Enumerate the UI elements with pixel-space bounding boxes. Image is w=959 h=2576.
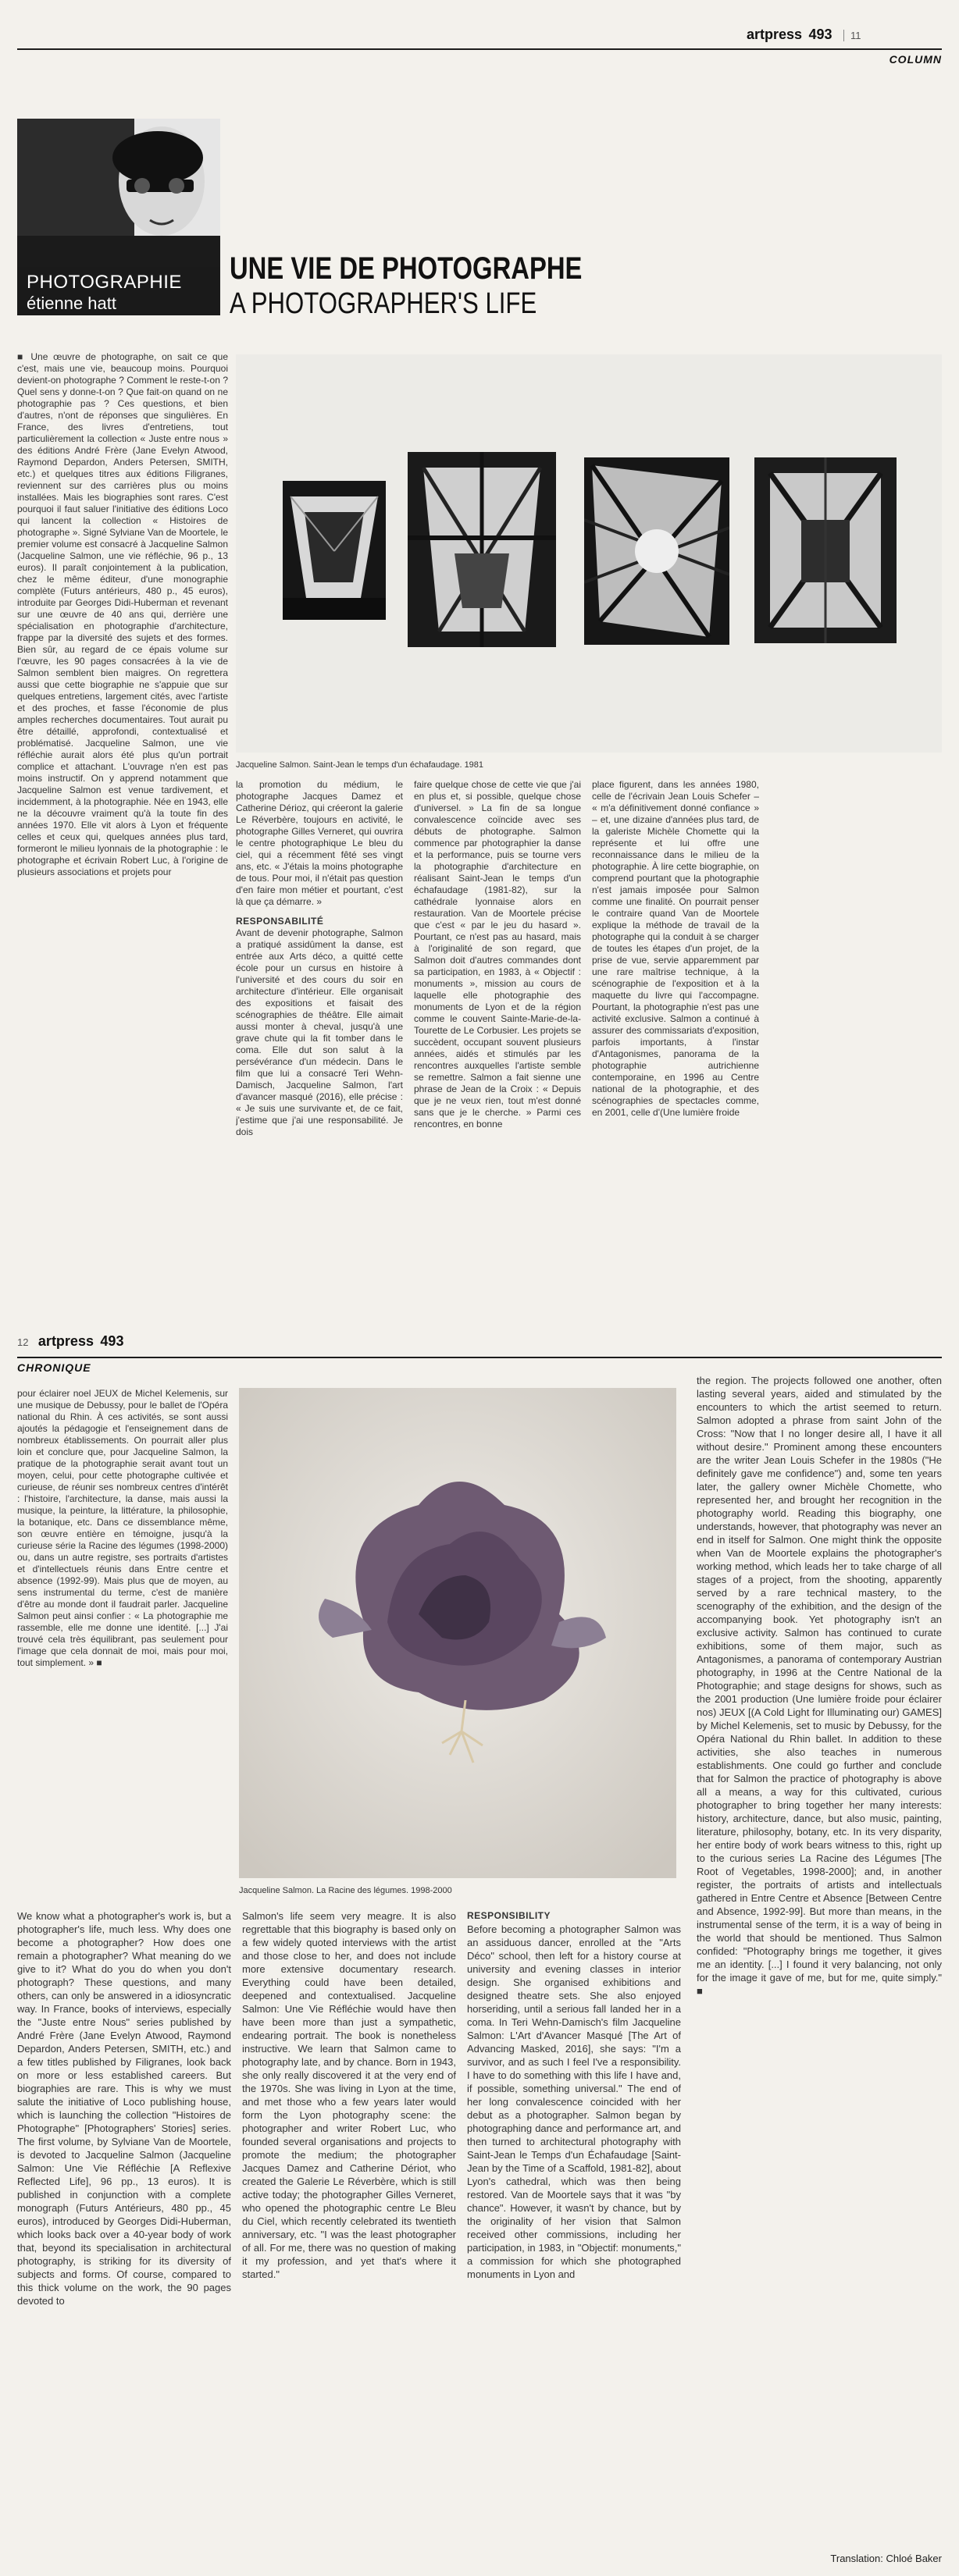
page-header-top	[747, 27, 942, 45]
fr-column-2	[236, 779, 403, 1313]
article-title-en: A PHOTOGRAPHER'S LIFE	[230, 287, 537, 320]
en-column-1	[17, 1909, 231, 2549]
rubric-author: étienne hatt	[27, 294, 116, 313]
photo-scaffold-2	[408, 452, 556, 647]
fr-col2b-text: Avant de devenir photographe, Salmon a pratiqué assidûment la danse, est entrée aux Arts déco, a quitté cette école pour un cursus en histoire à l'université et des cours du soir en architecture d'intérieur. Elle organisait des expositions et faisait des scénographies de théâtre. Elle aimait aussi monter à cheval, jusqu'à une grave chute qui la fit tomber dans le coma. Elle dut son salut à la persévérance d'un médecin. Dans le film que lui a consacré Teri Wehn-Damisch, Jacqueline Salmon, l'art d'avancer masqué (2016), elle précise : « Je suis une survivante et, de ce fait, j'estime que j'ai une responsabilité. Je dois	[236, 927, 403, 1137]
fr-intro-text: ■ Une œuvre de photographe, on sait ce que c'est, mais une vie, beaucoup moins. Pourquoi devient-on photographe ? Comment le reste-t-on ? Quel sens y donne-t-on ? Que fait-on quand on ne photographie pas ? Ces questions, et bien d'autres, n'ont de réponses que singulières. En France, des livres d'entretiens, tout particulièrement la collection « Juste entre nous » des éditions André Frère (Jane Evelyn Atwood, Raymond Depardon, Anders Petersen, SMITH, etc.) et quelques titres aux éditions Filigranes, reviennent sur des carrières plus ou moins installées. Mais les biographies sont rares. C'est pourquoi il faut saluer l'initiative des éditions Loco qui lancent la collection « Histoires de photographe ». Signé Sylviane Van de Moortele, le premier volume est consacré à Jacqueline Salmon (Jacqueline Salmon, une vie réfléchie, 96 p., 13 euros). Il paraît conjointement à la publication, chez le même éditeur, d'une monographie complète (Futurs antérieurs, 480 p., 45 euros), introduite par Georges Didi-Huberman et revenant sur une œuvre de 40 ans qui, derrière une spécialisation en photographie d'architecture, frappe par la diversité des sujets et des formes. Bien sûr, au regard de ce épais volume sur l'œuvre, les 90 pages consacrées à la vie de Salmon semblent bien maigres. On regrettera aussi que cette biographie ne s'appuie que sur quelques entretiens, largement cités, avec l'artiste et des proches, et fasse l'économie de plus amples recherches documentaires. Tout aurait pu être détaillé, approfondi, contextualisé et problématisé. Jacqueline Salmon, une vie réfléchie aurait alors été plus qu'un portrait complice et attachant. L'ouvrage n'en est pas moins instructif. On y apprend notamment que Jacqueline Salmon est venue tardivement, et incidemment, à la photographie. Née en 1943, elle ne la découvre vraiment qu'à la toute fin des années 1970. Elle vit alors à Lyon et fréquente celles et ceux qui, quelques années plus tard, formeront le milieu lyonnais de la photographie : le photographe et écrivain Robert Luc, à l'origine de plusieurs associations et projets pour	[17, 351, 228, 877]
en-subhead-responsibility: RESPONSIBILITY	[467, 1910, 551, 1921]
page-number: 11	[843, 30, 861, 41]
fr-p2-column	[17, 1388, 228, 1895]
photo-scaffold-4	[754, 457, 897, 643]
fr-intro-column	[17, 351, 228, 1311]
photo1-caption: Jacqueline Salmon. Saint-Jean le temps d'un échafaudage. 1981	[236, 760, 484, 770]
photo-scaffold-3	[584, 457, 729, 645]
photo2-caption: Jacqueline Salmon. La Racine des légumes. 1998-2000	[239, 1886, 452, 1895]
header-rule	[17, 48, 942, 50]
fr-col3-text: faire quelque chose de cette vie que j'ai en plus et, si possible, quelque chose d'universel. » La fin de sa longue convalescence coïncide avec ses débuts de photographe. Salmon commence par photographier la danse et la performance, puis se tourne vers la photographie d'architecture en réalisant Saint-Jean le temps d'un échafaudage (1981-82), sur la cathédrale lyonnaise alors en restauration. Van de Moortele précise que c'est « par le jeu du hasard ». Pourtant, ce n'est pas au hasard, mais à l'originalité de son regard, que Salmon doit d'autres commandes dont sa participation, en 1983, à « Objectif : monuments », mission au cours de laquelle elle photographie des monuments de Lyon et de la région comme le couvent Sainte-Marie-de-la-Tourette de Le Corbusier. Les projets se succèdent, occupant souvent plusieurs années, aidés et stimulés par les rencontres auxquelles l'artiste semble se remettre. Salmon a fait sienne une phrase de Jean de la Croix : « Depuis que je ne veux rien, tout m'est donné sans que je le cherche. » Parmi ces rencontres, en bonne	[414, 779, 581, 1130]
fr-column-4	[592, 779, 759, 1313]
fr-col4-text: place figurent, dans les années 1980, celle de l'écrivain Jean Louis Schefer – « m'a définitivement donné confiance » – et, une dizaine d'années plus tard, de la galeriste Michèle Chomette qui la représente et lui offre une reconnaissance dans le milieu de la photographie. À lire cette biographie, on comprend pourtant que la photographie n'est jamais imposée pour Salmon comme une finalité. On pourrait penser le contraire quand Van de Moortele explique la méthode de travail de la photographe qui la conduit à se charger de toutes les étapes d'un projet, de la prise de vue, servie apparemment par une rare maîtrise technique, à la scénographie de l'exposition et à la maquette du livre qui l'accompagne. Pourtant, la photographie n'est pas une activité exclusive. Salmon a continué à assurer des commissariats d'exposition, parfois importants, à l'instar d'Antagonismes, panorama de la photographie autrichienne contemporaine, en 1996 au Centre national de la photographie, et des scénographies de spectacles comme, en 2001, celle d'(Une lumière froide	[592, 779, 759, 1118]
photo-cabbage	[239, 1388, 676, 1878]
translation-credit: Translation: Chloé Baker	[830, 2553, 942, 2564]
magazine-name: artpress	[747, 27, 803, 42]
article-title-fr: UNE VIE DE PHOTOGRAPHE	[230, 251, 583, 286]
fr-p2-text: pour éclairer noel JEUX de Michel Kelemenis, sur une musique de Debussy, pour le ballet de l'Opéra national du Rhin. À ces activités, se sont aussi ajoutés la pédagogie et l'enseignement dans de nombreux établissements. On pourrait aller plus loin et conclure que, pour Jacqueline Salmon, la pratique de la photographie serait avant tout un moyen, celui, pour cette photographe cultivée et curieuse, de réunir ses nombreux centres d'intérêt : l'histoire, l'architecture, la danse, mais aussi la musique, la peinture, la littérature, la philosophie, la botanique, etc. Dans ce dissemblance même, son œuvre entière en témoigne, jusqu'à la curieuse série la Racine des légumes (1998-2000) ou, dans un autre registre, ses portraits d'artistes et d'intellectuels réunis dans Entre centre et absence (1992-99). Mais plus que de moyen, au sens instrumental du terme, c'est de manière d'être au monde dont il faudrait parler. Jacqueline Salmon peut ainsi confier : « La photographie me rassemble, elle me donne une identité. [...] J'ai trouvé cela très équilibrant, pas seulement pour l'image que cela donnait de moi, mais pour moi, tout simplement. » ■	[17, 1388, 228, 1668]
en-col3-text: Before becoming a photographer Salmon was an assiduous dancer, enrolled at the "Arts Déco" school, then left for a history course at university and evening classes in interior design. She organised exhibitions and designed theatre sets. She also enjoyed horseriding, until a serious fall landed her in a coma. In Teri Wehn-Damisch's film Jacqueline Salmon: L'Art d'Avancer Masqué [The Art of Advancing Masked, 2016], she says: "I'm a survivor, and as such I feel I've a responsibility. I have to do something with this life I have and, if possible, something universal." The end of her long convalescence coincided with her debut as a photographer. Salmon began by photographing dance and performance art, and then turned to architectural photography with Saint-Jean le Temps d'un Échafaudage [Saint-Jean by the Time of a Scaffold, 1981-82], about Lyon's cathedral, which was then being restored. Van de Moortele says that it was "by chance". However, it wasn't by chance, but by the originality of her vision that Salmon received other commissions, including her participation, in 1983, in "Objectif: monuments," a commission for which she photographed monuments in Lyon and	[467, 1923, 681, 2280]
page2-section: CHRONIQUE	[17, 1361, 91, 1374]
section-label: COLUMN	[889, 53, 942, 66]
page2-magazine: artpress	[37, 1333, 94, 1349]
author-portrait	[17, 119, 220, 267]
en-column-3	[467, 1909, 681, 2549]
page2-issue: 493	[100, 1333, 124, 1349]
page2-rule	[17, 1357, 942, 1358]
en-col1-text: We know what a photographer's work is, but a photographer's life, much less. Why does one become a photographer? How does one remain a photographer? What meaning do we give to it? What do you do when you don't photograph? These questions, and many others, can only be answered in a idiosyncratic way. In France, books of interviews, especially the "Juste entre Nous" series published by André Frère (Jane Evelyn Atwood, Raymond Depardon, Anders Petersen, SMITH, etc.) and a few titles published by Filigranes, look back on more or less established careers. But biographies are rare. This is why we must salute the initiative of Loco publishing house, which is launching the collection "Histoires de Photographe" [Photographers' Stories] series. The first volume, by Sylviane Van de Moortele, is devoted to Jacqueline Salmon (Jacqueline Salmon: Une Vie Réfléchie [A Reflexive Reflected Life], 96 pp., 13 euros). It is published in conjunction with a complete monograph (Futurs Antérieurs, 480 pp., 45 euros), introduced by Georges Didi-Huberman, which looks back over a 40-year body of work that, beyond its specialisation in architectural photography, is striking for its diversity of subjects and forms. Of course, compared to this thick volume on the work, the 90 pages devoted to	[17, 1910, 231, 2307]
en-right-text: the region. The projects followed one another, often lasting several years, aided and stimulated by the encounters to which the artist seemed to return. Salmon adopted a phrase from saint John of the Cross: "Now that I no longer desire all, I have it all without desire." Prominent among these encounters are the writer Jean Louis Schefer in the 1980s ("He definitely gave me confidence") and, some ten years later, the gallery owner Michèle Chomette, who represented her, and brought her recognition in the photography world. Reading this biography, one understands, however, that photography was never an end in itself for Salmon. One might think the opposite when Van de Moortele explains the photographer's working method, which leads her to take charge of all stages of a project, from the shooting, apparently served by a rare technical mastery, to the scenography of the exhibition, and the design of the accompanying book. Yet photography isn't an exclusive activity. Salmon has continued to curate exhibitions, some of them major, such as Antagonismes, a panorama of contemporary Austrian photography, in 1996 at the Centre National de la Photographie; and stage designs for shows, such as the 2001 production (Une lumière froide pour éclairer nos) JEUX [(A Cold Light for Illuminating our) GAMES] by Michel Kelemenis, set to music by Debussy, for the Opéra National du Rhin ballet. In addition to these activities, she also teaches in numerous establishments. One could go further and conclude that for Salmon the practice of photography is above all a means, a way for this cultivated, curious photographer to bring together her many interests: history, architecture, dance, but also music, painting, literature, philosophy, botany, etc. In its very disparity, her entire body of work bears witness to this, right up to the curious series La Racine des Légumes [The Root of Vegetables, 1998-2000]; and, in another register, the portraits of artists and intellectuals gathered in Entre Centre et Absence [Between Centre and Absence, 1992-99]. But more than means, in the instrumental sense of the term, it is a way of being in the world that should be mentioned. Thus Salmon confided: "Photography brings me together, it gives me an identity. [...] I found it very balancing, not only for the image it gave of me, but for me, quite simply." ■	[697, 1375, 942, 1997]
issue-number: 493	[808, 27, 832, 42]
photo-strip	[236, 354, 942, 753]
en-column-2	[242, 1909, 456, 2549]
fr-col2-text: la promotion du médium, le photographe Jacques Damez et Catherine Dérioz, qui créeront la galerie Le Réverbère, toujours en activité, le photographe Gilles Verneret, qui ouvrira le centre photographique Le bleu du ciel, qui a récemment fêté ses vingt ans, etc. « J'étais la moins photographe de tous. Pour moi, il n'était pas question d'en faire mon métier et pourtant, c'est là que ça démarre. »	[236, 779, 403, 907]
page2-number: 12	[17, 1336, 29, 1348]
page2-header	[17, 1333, 330, 1352]
rubric-category: PHOTOGRAPHIE	[27, 272, 182, 293]
photo-scaffold-1	[283, 481, 386, 620]
en-right-column	[697, 1374, 942, 2545]
en-col2-text: Salmon's life seem very meagre. It is also regrettable that this biography is based only on a few widely quoted interviews with the artist and those close to her, and does not include more extensive documentary research. Everything could have been detailed, deepened and contextualised. Jacqueline Salmon: Une Vie Réfléchie would have then have been more than just a sympathetic, endearing portrait. The book is nonetheless instructive. We learn that Salmon came to photography late, and by chance. Born in 1943, she only really discovered it at the very end of the 1970s. She was living in Lyon at the time, and met those who a few years later would form the Lyon photography scene: the photographer and writer Robert Luc, who founded several organisations and projects to promote the medium; the photographer Jacques Damez and Catherine Dériot, who created the Galerie Le Réverbère, which is still active today; the photographer Gilles Verneret, who opened the photographic centre Le Bleu du Ciel, which recently celebrated its twentieth anniversary, etc. "I was the least photographer of all. For me, there was no question of making it my profession, and yet that's where it started."	[242, 1910, 456, 2280]
rubric-band	[17, 267, 220, 315]
fr-subhead-responsabilite: RESPONSABILITÉ	[236, 916, 324, 927]
fr-column-3	[414, 779, 581, 1313]
